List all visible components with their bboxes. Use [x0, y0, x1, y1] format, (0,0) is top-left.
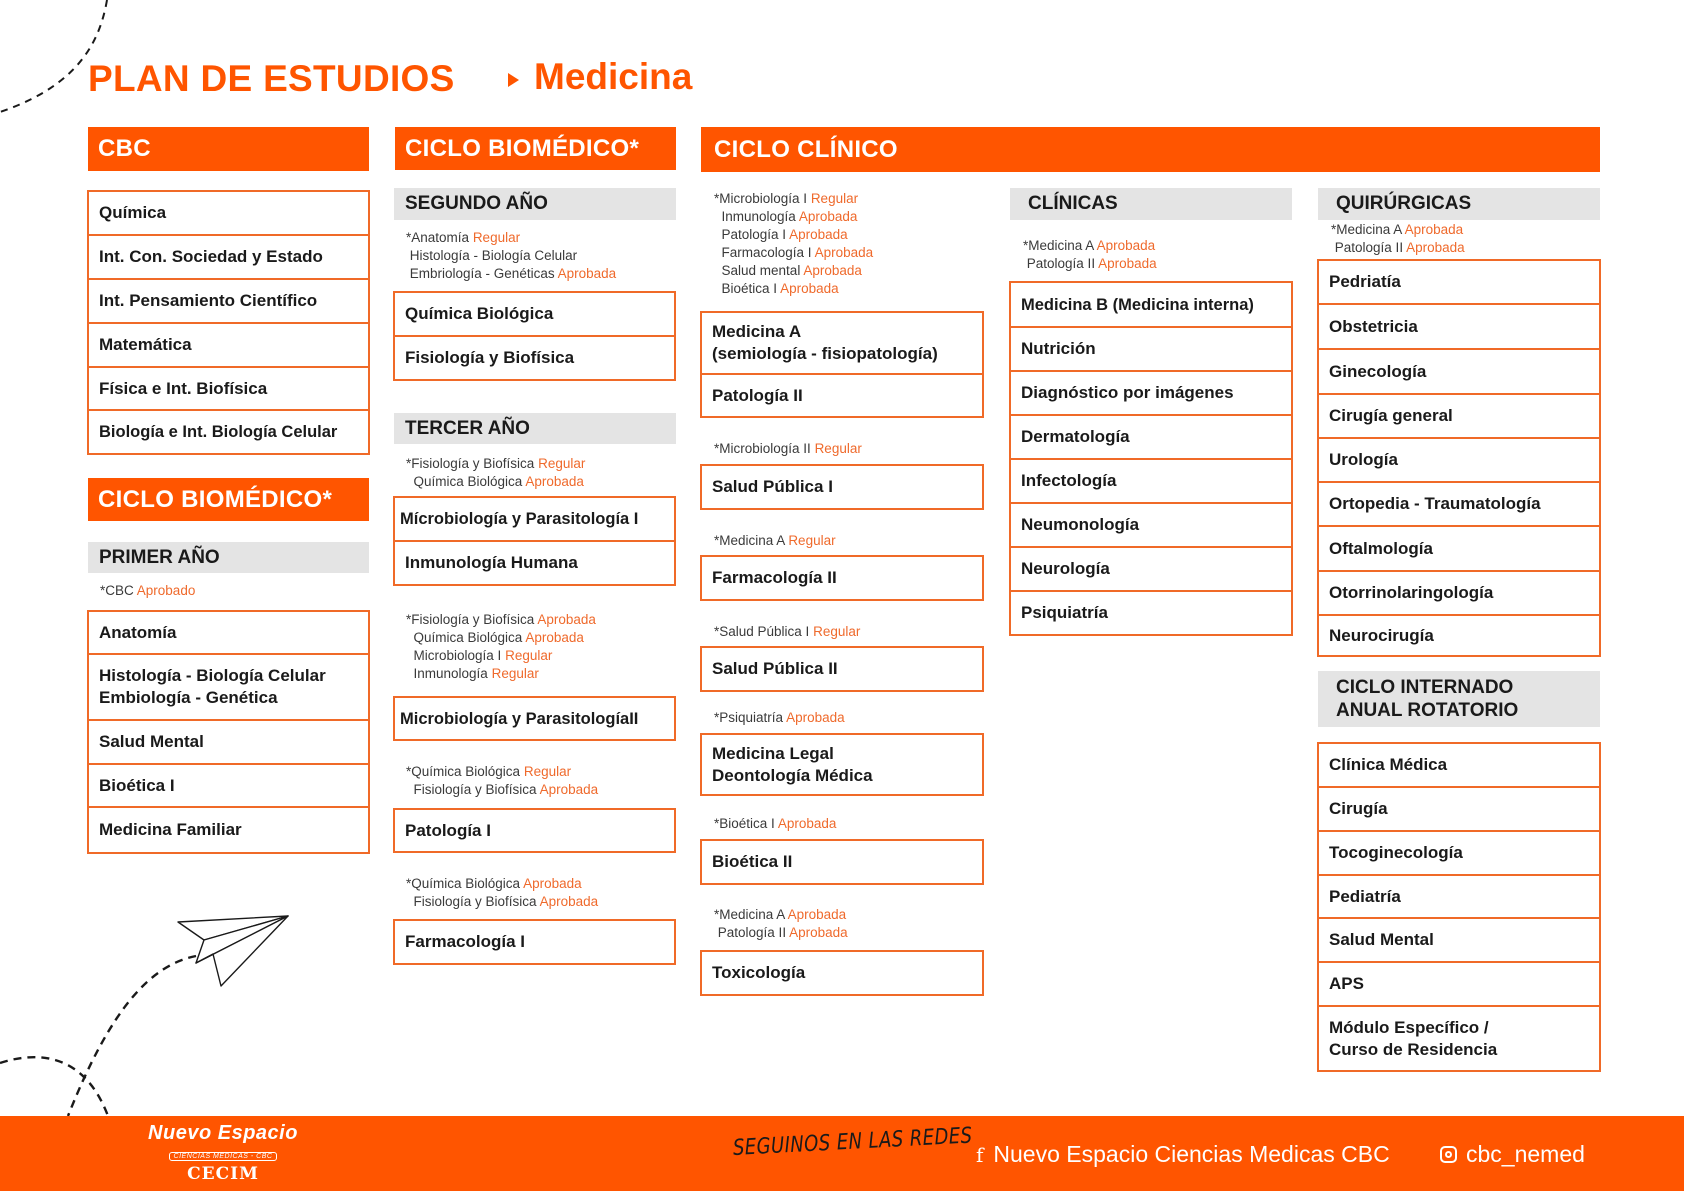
req-status: Aprobada	[537, 612, 596, 627]
subject-line: Curso de Residencia	[1329, 1039, 1498, 1059]
clinico-subject-list-3	[700, 555, 984, 601]
logo-text-bottom: CECIM	[187, 1164, 259, 1184]
subject-item: Dermatología	[1011, 416, 1291, 460]
requirement-note	[714, 815, 836, 833]
subject-item	[89, 655, 368, 721]
req-status: Aprobada	[525, 474, 584, 489]
subject-item: Pediatría	[1319, 876, 1599, 919]
dashed-curve-plane	[68, 956, 196, 1116]
subject-item: Ginecología	[1319, 350, 1599, 395]
req-status: Aprobada	[786, 710, 845, 725]
paper-plane-icon	[178, 916, 288, 986]
req-text: *Medicina A	[1331, 222, 1402, 237]
subject-item	[702, 735, 982, 794]
subject-item: Medicina B (Medicina interna)	[1011, 283, 1291, 328]
logo-text-mid: CIENCIAS MEDICAS - CBC	[169, 1152, 278, 1161]
req-text: Salud mental	[721, 263, 801, 278]
requirement-note	[714, 532, 836, 550]
subject-item: Tocoginecología	[1319, 832, 1599, 876]
requirement-note	[714, 906, 848, 942]
req-text: *Medicina A	[714, 907, 785, 922]
req-text: *Psiquiatría	[714, 710, 784, 725]
subject-line: Embiología - Genética	[99, 688, 278, 707]
facebook-handle: Nuevo Espacio Ciencias Medicas CBC	[993, 1141, 1390, 1167]
biomedico-heading-1: CICLO BIOMÉDICO*	[88, 478, 369, 521]
tercer-subject-list-1	[393, 496, 676, 586]
clinico-subject-list-2	[700, 464, 984, 510]
clinico-subject-list-6	[700, 839, 984, 885]
subject-item: Toxicología	[712, 963, 806, 982]
arrow-right-icon	[508, 73, 519, 87]
req-text: *Anatomía	[406, 230, 470, 245]
req-text: Embriología - Genéticas	[409, 266, 555, 281]
req-text: Fisiología y Biofísica	[413, 782, 537, 797]
req-text: *Fisiología y Biofísica	[406, 456, 535, 471]
biomedico-heading-2: CICLO BIOMÉDICO*	[395, 127, 676, 170]
req-text: Inmunología	[721, 209, 796, 224]
clinico-subject-list-5	[700, 733, 984, 796]
req-status: Regular	[505, 648, 553, 663]
req-status: Aprobada	[539, 894, 599, 909]
requirement-note	[406, 611, 596, 683]
subject-item: Clínica Médica	[1319, 744, 1599, 788]
requirement-note	[714, 440, 862, 458]
subject-item: Int. Pensamiento Científico	[89, 280, 368, 324]
internado-heading-line: ANUAL ROTATORIO	[1336, 700, 1519, 721]
req-status: Aprobada	[789, 925, 848, 940]
req-text: *Química Biológica	[406, 876, 521, 891]
req-text: Patología II	[717, 925, 787, 940]
req-status: Aprobada	[1406, 240, 1465, 255]
requirement-note	[406, 763, 598, 799]
year-heading-tercer: TERCER AÑO	[394, 413, 676, 444]
req-status: Aprobada	[523, 876, 582, 891]
subject-item: Infectología	[1011, 460, 1291, 504]
facebook-icon: f	[976, 1142, 984, 1167]
subject-item: Biología e Int. Biología Celular	[99, 423, 338, 441]
requirement-note	[406, 455, 585, 491]
subject-item: Mícrobiología y Parasitología I	[395, 498, 674, 542]
quirurgicas-heading: QUIRÚRGICAS	[1318, 188, 1600, 220]
subject-item: Medicina Familiar	[99, 820, 242, 839]
internado-subject-list	[1317, 742, 1601, 1072]
req-text: Bioética I	[721, 281, 778, 296]
req-text: Patología II	[1334, 240, 1404, 255]
year-heading-primer: PRIMER AÑO	[88, 542, 369, 573]
subject-item: Neumonología	[1011, 504, 1291, 548]
subject-item	[1319, 1007, 1599, 1070]
req-status: Aprobada	[803, 263, 862, 278]
clinicas-subject-list	[1009, 281, 1293, 636]
subject-item: Obstetricia	[1319, 305, 1599, 350]
instagram-link[interactable]	[1440, 1141, 1585, 1168]
req-status: Aprobada	[539, 782, 599, 797]
subject-item: Pedriatía	[1319, 261, 1599, 305]
subject-item: Patología II	[712, 385, 803, 405]
req-text: *Medicina A	[1023, 238, 1094, 253]
req-text: *Fisiología y Biofísica	[406, 612, 535, 627]
internado-heading-line: CICLO INTERNADO	[1336, 677, 1514, 698]
subject-item: Anatomía	[89, 612, 368, 655]
req-status: Regular	[472, 230, 521, 245]
brand-logo	[118, 1122, 328, 1184]
subject-item: Salud Mental	[89, 721, 368, 765]
subject-item: Fisiología y Biofísica	[405, 348, 575, 367]
subject-item: Inmunología Humana	[405, 553, 578, 572]
req-text: Microbiología I	[413, 648, 502, 663]
cbc-heading: CBC	[88, 127, 369, 171]
req-status: Regular	[523, 764, 572, 779]
req-text: *CBC	[100, 583, 134, 598]
subject-item: Matemática	[89, 324, 368, 368]
req-status: Aprobada	[1404, 222, 1464, 237]
subject-item: Cirugía general	[1319, 395, 1599, 439]
tercer-subject-list-3	[393, 808, 676, 853]
req-text: *Salud Pública I	[714, 624, 810, 639]
req-text: Patología I	[721, 227, 787, 242]
req-status: Regular	[491, 666, 539, 681]
tercer-subject-list-2	[393, 696, 676, 741]
subject-item: Salud Pública II	[712, 659, 838, 678]
follow-label: SEGUINOS EN LAS REDES	[732, 1123, 974, 1161]
subject-item: Int. Con. Sociedad y Estado	[89, 236, 368, 280]
req-status: Regular	[813, 624, 861, 639]
req-status: Regular	[814, 441, 862, 456]
subject-item: Urología	[1319, 439, 1599, 483]
facebook-link[interactable]	[976, 1141, 1390, 1168]
requirement-note	[714, 709, 845, 727]
subject-item: Microbiología y ParasitologíaII	[400, 709, 639, 728]
req-status: Regular	[810, 191, 859, 206]
clinico-heading: CICLO CLÍNICO	[701, 127, 1600, 172]
req-status: Aprobada	[525, 630, 584, 645]
subject-item: Neurología	[1011, 548, 1291, 592]
requirement-note	[100, 582, 195, 600]
subject-line: Medicina A	[712, 322, 802, 341]
primer-subject-list	[87, 610, 370, 854]
requirement-note	[1331, 221, 1465, 257]
internado-heading	[1318, 671, 1600, 727]
req-status: Aprobada	[1098, 256, 1157, 271]
req-text: Química Biológica	[413, 474, 523, 489]
req-text: *Medicina A	[714, 533, 785, 548]
clinico-subject-list-7	[700, 950, 984, 996]
subject-item: Otorrinolaringología	[1319, 572, 1599, 616]
requirement-note	[714, 190, 873, 298]
subject-item: Nutrición	[1011, 328, 1291, 372]
req-text: Histología - Biología Celular	[409, 248, 578, 263]
subject-line: Medicina Legal	[712, 743, 834, 763]
req-status: Aprobada	[777, 816, 837, 831]
req-status: Regular	[538, 456, 586, 471]
clinico-subject-list-1	[700, 311, 984, 418]
tercer-subject-list-4	[393, 919, 676, 965]
subject-item: Ortopedia - Traumatología	[1319, 483, 1599, 527]
subject-item: Química Biológica	[395, 293, 674, 337]
subject-item: Física e Int. Biofísica	[89, 368, 368, 411]
instagram-handle: cbc_nemed	[1466, 1141, 1585, 1167]
subject-line: (semiología - fisiopatología)	[712, 344, 938, 363]
subject-item: Farmacología I	[405, 932, 525, 951]
req-status: Aprobado	[136, 583, 196, 598]
req-status: Regular	[788, 533, 836, 548]
subject-item: Oftalmología	[1319, 527, 1599, 572]
subject-line: Módulo Específico /	[1329, 1017, 1489, 1037]
clinicas-heading: CLÍNICAS	[1010, 188, 1292, 220]
requirement-note	[406, 875, 598, 911]
req-status: Aprobada	[780, 281, 839, 296]
quirurgicas-subject-list	[1317, 259, 1601, 657]
req-text: *Microbiología II	[714, 441, 811, 456]
subject-item: Salud Pública I	[712, 477, 833, 496]
subject-item	[702, 313, 982, 375]
req-text: Farmacología I	[721, 245, 812, 260]
req-text: Fisiología y Biofísica	[413, 894, 537, 909]
subject-item: Farmacología II	[712, 568, 837, 587]
req-text: *Química Biológica	[406, 764, 521, 779]
req-status: Aprobada	[789, 227, 848, 242]
req-text: Inmunología	[413, 666, 488, 681]
page-subtitle: Medicina	[534, 56, 693, 97]
req-text: *Bioética I	[714, 816, 775, 831]
subject-item: Bioética I	[89, 765, 368, 808]
subject-item: Psiquiatría	[1021, 603, 1108, 622]
subject-item: APS	[1319, 963, 1599, 1007]
req-status: Aprobada	[798, 209, 858, 224]
requirement-note	[714, 623, 860, 641]
year-heading-segundo: SEGUNDO AÑO	[394, 188, 676, 220]
subject-item: Patología I	[405, 820, 491, 840]
subject-item: Bioética II	[712, 852, 793, 871]
req-status: Aprobada	[814, 245, 874, 260]
subject-item: Química	[89, 192, 368, 236]
subject-line: Histología - Biología Celular	[99, 666, 326, 685]
instagram-icon	[1440, 1146, 1457, 1163]
page-title: PLAN DE ESTUDIOS	[88, 58, 455, 99]
subject-item: Salud Mental	[1319, 919, 1599, 963]
req-text: *Microbiología I	[714, 191, 808, 206]
logo-text-top: Nuevo Espacio	[148, 1122, 298, 1144]
req-status: Aprobada	[787, 907, 847, 922]
clinico-subject-list-4	[700, 646, 984, 692]
subject-item: Cirugía	[1319, 788, 1599, 832]
dashed-curve-loop	[0, 1057, 108, 1116]
req-text: Química Biológica	[413, 630, 523, 645]
req-status: Aprobada	[557, 266, 617, 281]
req-text: Patología II	[1026, 256, 1096, 271]
subject-line: Deontología Médica	[712, 765, 873, 785]
requirement-note	[1023, 237, 1157, 273]
subject-item: Diagnóstico por imágenes	[1011, 372, 1291, 416]
req-status: Aprobada	[1096, 238, 1156, 253]
requirement-note	[406, 229, 616, 283]
subject-item: Neurocirugía	[1329, 625, 1434, 645]
segundo-subject-list	[393, 291, 676, 381]
cbc-subject-list	[87, 190, 370, 455]
